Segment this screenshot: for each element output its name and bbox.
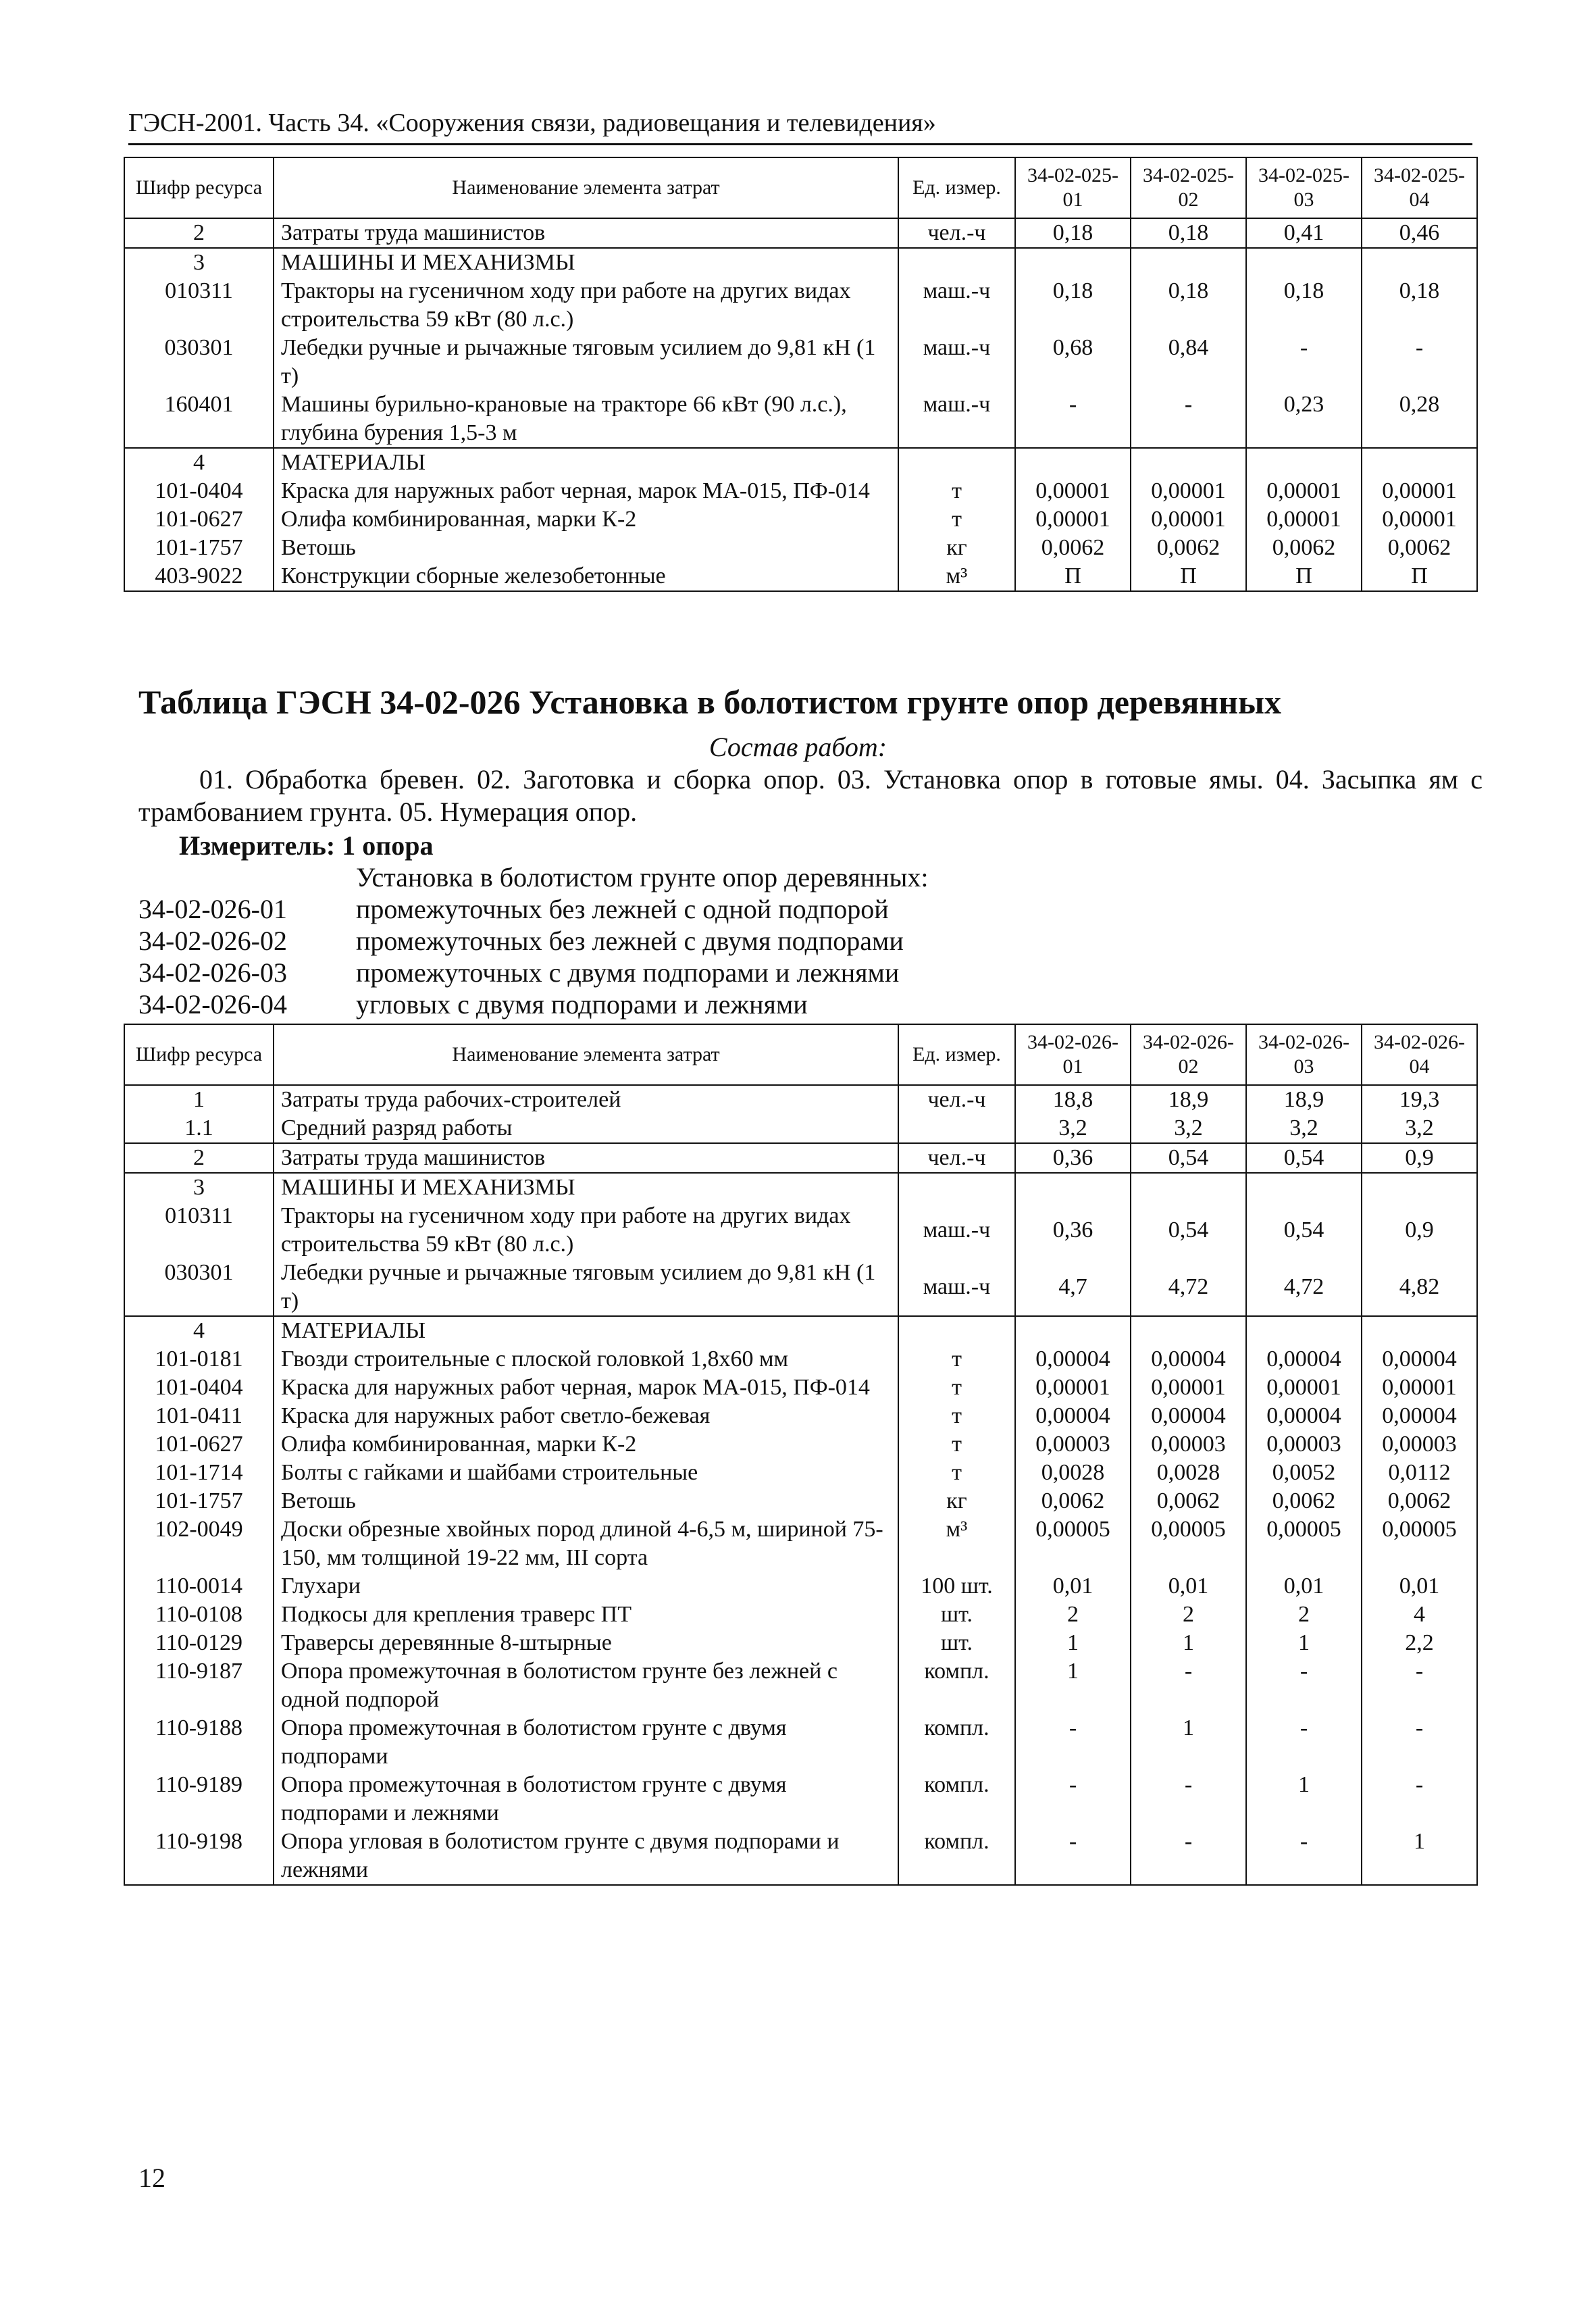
value-cell (1246, 248, 1362, 277)
resource-code-cell: 3 (124, 248, 274, 277)
resource-code-cell: 101-1757 (124, 534, 274, 562)
unit-cell: чел.-ч (898, 1085, 1015, 1114)
unit-cell: т (898, 477, 1015, 505)
value-cell: 2 (1015, 1601, 1131, 1629)
unit-cell: шт. (898, 1629, 1015, 1657)
cost-element-cell: Гвозди строительные с плоской головкой 1,8х60 мм (274, 1345, 898, 1374)
cost-element-cell: Конструкции сборные железобетонные (274, 562, 898, 591)
resource-table-026 (124, 1024, 1478, 1886)
table-row (124, 1629, 1477, 1657)
value-cell: 0,9 (1362, 1143, 1477, 1173)
table-row (124, 1173, 1477, 1202)
value-cell: 0,18 (1246, 277, 1362, 334)
value-cell (1362, 248, 1477, 277)
cost-element-cell: Болты с гайками и шайбами строительные (274, 1459, 898, 1487)
cost-element-cell: МАШИНЫ И МЕХАНИЗМЫ (274, 248, 898, 277)
table-row (124, 277, 1477, 334)
variant-item (138, 988, 808, 1020)
resource-code-cell: 110-9187 (124, 1657, 274, 1714)
value-cell: 0,0062 (1362, 1487, 1477, 1515)
value-cell: 0,0062 (1015, 534, 1131, 562)
value-cell: 0,9 (1362, 1202, 1477, 1259)
value-cell: - (1362, 1771, 1477, 1828)
value-cell (1015, 1316, 1131, 1345)
value-cell: 2 (1131, 1601, 1246, 1629)
unit-cell: м³ (898, 562, 1015, 591)
variant-text: промежуточных с двумя подпорами и лежнями (356, 957, 900, 988)
value-cell: 0,18 (1131, 218, 1246, 248)
value-cell: 0,00001 (1362, 1374, 1477, 1402)
variant-code: 34-02-026-04 (138, 989, 287, 1020)
resource-code-cell: 2 (124, 1143, 274, 1173)
table-row (124, 391, 1477, 448)
value-cell: П (1362, 562, 1477, 591)
value-cell: 0,00004 (1131, 1345, 1246, 1374)
value-cell: 0,00003 (1131, 1430, 1246, 1459)
unit-cell: м³ (898, 1515, 1015, 1572)
value-cell: 0,01 (1131, 1572, 1246, 1601)
value-cell: 4,82 (1362, 1259, 1477, 1316)
value-cell (1246, 448, 1362, 477)
resource-code-cell: 110-9198 (124, 1828, 274, 1885)
unit-cell (898, 448, 1015, 477)
value-cell: 0,18 (1015, 277, 1131, 334)
value-cell: 0,01 (1246, 1572, 1362, 1601)
resource-code-cell: 110-0108 (124, 1601, 274, 1629)
col-name-header: Наименование элемента затрат (274, 157, 898, 218)
unit-cell: кг (898, 534, 1015, 562)
value-cell: 0,00003 (1246, 1430, 1362, 1459)
col-unit-header: Ед. измер. (898, 1024, 1015, 1085)
resource-code-cell: 110-9189 (124, 1771, 274, 1828)
col-code-header: Шифр ресурса (124, 1024, 274, 1085)
value-cell: 4 (1362, 1601, 1477, 1629)
value-cell: 1 (1362, 1828, 1477, 1885)
value-cell: 4,7 (1015, 1259, 1131, 1316)
table-row (124, 1459, 1477, 1487)
work-composition-text: 01. Обработка бревен. 02. Заготовка и сборка опор. 03. Установка опор в готовые ямы. 04. Засыпка ям с трамбованием грунта. 05. Нумерация опор. (138, 764, 1483, 827)
unit-cell: т (898, 1459, 1015, 1487)
resource-code-cell: 101-0181 (124, 1345, 274, 1374)
resource-code-cell: 2 (124, 218, 274, 248)
resource-code-cell: 102-0049 (124, 1515, 274, 1572)
resource-code-cell: 101-0404 (124, 477, 274, 505)
value-cell: 0,36 (1015, 1143, 1131, 1173)
cost-element-cell: Затраты труда машинистов (274, 218, 898, 248)
cost-element-cell: Средний разряд работы (274, 1114, 898, 1143)
value-cell: - (1246, 1714, 1362, 1771)
value-cell: 0,0062 (1246, 1487, 1362, 1515)
table-row (124, 1714, 1477, 1771)
value-cell: 3,2 (1362, 1114, 1477, 1143)
cost-element-cell: Опора промежуточная в болотистом грунте с двумя подпорами (274, 1714, 898, 1771)
cost-element-cell: МАТЕРИАЛЫ (274, 448, 898, 477)
table-row (124, 1657, 1477, 1714)
table-row (124, 1114, 1477, 1143)
table-row (124, 1771, 1477, 1828)
unit-cell: компл. (898, 1771, 1015, 1828)
resource-code-cell: 110-0014 (124, 1572, 274, 1601)
value-cell: 0,0062 (1246, 534, 1362, 562)
value-cell (1015, 248, 1131, 277)
table-row (124, 334, 1477, 391)
variant-code: 34-02-026-01 (138, 894, 287, 924)
unit-cell: маш.-ч (898, 391, 1015, 448)
table-header-row (124, 157, 1477, 218)
table-row (124, 505, 1477, 534)
cost-element-cell: Ветошь (274, 1487, 898, 1515)
value-cell (1131, 1173, 1246, 1202)
value-cell: 0,00005 (1362, 1515, 1477, 1572)
table-row (124, 1259, 1477, 1316)
value-cell (1015, 1173, 1131, 1202)
table-row (124, 562, 1477, 591)
value-cell: 0,41 (1246, 218, 1362, 248)
value-cell: 0,18 (1362, 277, 1477, 334)
value-cell: 1 (1131, 1714, 1246, 1771)
value-cell: 1 (1246, 1629, 1362, 1657)
value-cell: 2,2 (1362, 1629, 1477, 1657)
value-cell (1131, 248, 1246, 277)
unit-cell: т (898, 1374, 1015, 1402)
value-cell (1015, 448, 1131, 477)
value-cell: 1 (1246, 1771, 1362, 1828)
unit-cell (898, 1316, 1015, 1345)
value-cell: 0,00005 (1246, 1515, 1362, 1572)
value-cell: 0,00004 (1362, 1345, 1477, 1374)
cost-element-cell: Краска для наружных работ черная, марок МА-015, ПФ-014 (274, 477, 898, 505)
value-cell: П (1131, 562, 1246, 591)
variant-text: промежуточных без лежней с одной подпорой (356, 894, 889, 924)
value-cell: - (1131, 391, 1246, 448)
value-cell: 3,2 (1015, 1114, 1131, 1143)
value-cell: 0,54 (1131, 1143, 1246, 1173)
value-cell: 0,0062 (1131, 1487, 1246, 1515)
table-row (124, 1402, 1477, 1430)
variant-item (138, 893, 889, 925)
value-cell: 0,28 (1362, 391, 1477, 448)
value-cell: 0,00001 (1015, 1374, 1131, 1402)
value-cell (1246, 1173, 1362, 1202)
resource-code-cell: 101-0627 (124, 1430, 274, 1459)
value-cell: - (1131, 1771, 1246, 1828)
value-cell: 0,0062 (1362, 534, 1477, 562)
value-cell: - (1015, 1828, 1131, 1885)
value-cell: 0,0028 (1131, 1459, 1246, 1487)
value-cell: 0,00005 (1131, 1515, 1246, 1572)
value-cell: 0,00004 (1362, 1402, 1477, 1430)
unit-cell (898, 1173, 1015, 1202)
table-row (124, 1828, 1477, 1885)
value-cell: - (1015, 1771, 1131, 1828)
value-cell (1362, 1316, 1477, 1345)
col-value-header: 34-02-025-04 (1362, 157, 1477, 218)
unit-cell: чел.-ч (898, 218, 1015, 248)
value-cell: 0,0112 (1362, 1459, 1477, 1487)
value-cell: - (1015, 1714, 1131, 1771)
table-row (124, 248, 1477, 277)
resource-code-cell: 110-9188 (124, 1714, 274, 1771)
cost-element-cell: Тракторы на гусеничном ходу при работе на других видах строительства 59 кВт (80 л.с.) (274, 277, 898, 334)
value-cell: - (1246, 334, 1362, 391)
page-number: 12 (138, 2163, 165, 2193)
value-cell: 0,54 (1246, 1143, 1362, 1173)
resource-code-cell: 101-1757 (124, 1487, 274, 1515)
value-cell: 1 (1015, 1629, 1131, 1657)
col-unit-header: Ед. измер. (898, 157, 1015, 218)
cost-element-cell: МАТЕРИАЛЫ (274, 1316, 898, 1345)
resource-table-025 (124, 157, 1478, 592)
value-cell: - (1015, 391, 1131, 448)
unit-cell: 100 шт. (898, 1572, 1015, 1601)
unit-cell: т (898, 1430, 1015, 1459)
value-cell: 0,00001 (1246, 477, 1362, 505)
value-cell (1131, 1316, 1246, 1345)
table-row (124, 1202, 1477, 1259)
cost-element-cell: Машины бурильно-крановые на тракторе 66 кВт (90 л.с.), глубина бурения 1,5-3 м (274, 391, 898, 448)
value-cell (1362, 448, 1477, 477)
unit-cell (898, 1114, 1015, 1143)
value-cell: 0,54 (1131, 1202, 1246, 1259)
resource-code-cell: 160401 (124, 391, 274, 448)
value-cell: - (1131, 1828, 1246, 1885)
value-cell: - (1362, 1657, 1477, 1714)
table-row (124, 477, 1477, 505)
unit-cell: чел.-ч (898, 1143, 1015, 1173)
value-cell: - (1362, 1714, 1477, 1771)
variant-text: угловых с двумя подпорами и лежнями (356, 989, 808, 1020)
value-cell: 0,00003 (1015, 1430, 1131, 1459)
variant-item (138, 925, 904, 957)
resource-code-cell: 4 (124, 1316, 274, 1345)
resource-code-cell: 403-9022 (124, 562, 274, 591)
value-cell: 0,00003 (1362, 1430, 1477, 1459)
resource-code-cell: 3 (124, 1173, 274, 1202)
unit-cell: маш.-ч (898, 277, 1015, 334)
table-row (124, 1572, 1477, 1601)
value-cell: 0,0052 (1246, 1459, 1362, 1487)
cost-element-cell: Лебедки ручные и рычажные тяговым усилием до 9,81 кН (1 т) (274, 1259, 898, 1316)
value-cell: 0,18 (1131, 277, 1246, 334)
resource-code-cell: 101-1714 (124, 1459, 274, 1487)
value-cell: 0,46 (1362, 218, 1477, 248)
table-row (124, 1515, 1477, 1572)
value-cell: - (1131, 1657, 1246, 1714)
value-cell: 0,23 (1246, 391, 1362, 448)
value-cell: 0,00001 (1131, 505, 1246, 534)
value-cell: 1 (1015, 1657, 1131, 1714)
cost-element-cell: Олифа комбинированная, марки К-2 (274, 1430, 898, 1459)
resource-code-cell: 010311 (124, 277, 274, 334)
value-cell: П (1246, 562, 1362, 591)
value-cell: 0,68 (1015, 334, 1131, 391)
value-cell: 0,00001 (1131, 477, 1246, 505)
variant-code: 34-02-026-02 (138, 926, 287, 956)
resource-code-cell: 1 (124, 1085, 274, 1114)
value-cell: 0,01 (1362, 1572, 1477, 1601)
value-cell: 0,00005 (1015, 1515, 1131, 1572)
value-cell: - (1362, 334, 1477, 391)
value-cell: 0,0028 (1015, 1459, 1131, 1487)
value-cell (1246, 1316, 1362, 1345)
value-cell: 1 (1131, 1629, 1246, 1657)
value-cell: 0,00001 (1246, 1374, 1362, 1402)
value-cell: 0,00001 (1015, 505, 1131, 534)
variant-text: промежуточных без лежней с двумя подпорами (356, 926, 904, 956)
unit-cell: т (898, 1345, 1015, 1374)
value-cell: 0,00001 (1362, 477, 1477, 505)
table-row (124, 1085, 1477, 1114)
value-cell: 0,00001 (1015, 477, 1131, 505)
value-cell: 4,72 (1246, 1259, 1362, 1316)
value-cell: 0,00004 (1246, 1402, 1362, 1430)
cost-element-cell: Олифа комбинированная, марки К-2 (274, 505, 898, 534)
col-value-header: 34-02-026-02 (1131, 1024, 1246, 1085)
col-value-header: 34-02-025-01 (1015, 157, 1131, 218)
value-cell: 3,2 (1131, 1114, 1246, 1143)
unit-cell: маш.-ч (898, 1202, 1015, 1259)
col-code-header: Шифр ресурса (124, 157, 274, 218)
value-cell: 0,00001 (1246, 505, 1362, 534)
cost-element-cell: Краска для наружных работ светло-бежевая (274, 1402, 898, 1430)
cost-element-cell: Затраты труда рабочих-строителей (274, 1085, 898, 1114)
value-cell (1131, 448, 1246, 477)
cost-element-cell: Ветошь (274, 534, 898, 562)
value-cell: 2 (1246, 1601, 1362, 1629)
table-row (124, 448, 1477, 477)
cost-element-cell: Подкосы для крепления траверс ПТ (274, 1601, 898, 1629)
work-composition-title: Состав работ: (709, 732, 887, 762)
table-row (124, 534, 1477, 562)
value-cell: - (1246, 1657, 1362, 1714)
value-cell: 0,01 (1015, 1572, 1131, 1601)
resource-code-cell: 101-0404 (124, 1374, 274, 1402)
value-cell: 0,00001 (1131, 1374, 1246, 1402)
value-cell: 0,0062 (1131, 534, 1246, 562)
unit-cell: маш.-ч (898, 334, 1015, 391)
unit-cell: маш.-ч (898, 1259, 1015, 1316)
table-row (124, 1374, 1477, 1402)
unit-cell (898, 248, 1015, 277)
resource-code-cell: 030301 (124, 1259, 274, 1316)
value-cell: 18,8 (1015, 1085, 1131, 1114)
col-value-header: 34-02-026-03 (1246, 1024, 1362, 1085)
value-cell: 19,3 (1362, 1085, 1477, 1114)
value-cell: 0,00004 (1015, 1345, 1131, 1374)
page-header: ГЭСН-2001. Часть 34. «Сооружения связи, радиовещания и телевидения» (128, 108, 1472, 145)
variant-item (138, 957, 899, 988)
value-cell: 0,00004 (1246, 1345, 1362, 1374)
value-cell: 18,9 (1131, 1085, 1246, 1114)
cost-element-cell: Траверсы деревянные 8-штырные (274, 1629, 898, 1657)
unit-cell: компл. (898, 1657, 1015, 1714)
cost-element-cell: МАШИНЫ И МЕХАНИЗМЫ (274, 1173, 898, 1202)
cost-element-cell: Лебедки ручные и рычажные тяговым усилием до 9,81 кН (1 т) (274, 334, 898, 391)
value-cell: - (1246, 1828, 1362, 1885)
cost-element-cell: Доски обрезные хвойных пород длиной 4-6,5 м, шириной 75-150, мм толщиной 19-22 мм, III сорта (274, 1515, 898, 1572)
cost-element-cell: Тракторы на гусеничном ходу при работе на других видах строительства 59 кВт (80 л.с.) (274, 1202, 898, 1259)
value-cell: 3,2 (1246, 1114, 1362, 1143)
value-cell: 0,00004 (1131, 1402, 1246, 1430)
value-cell: 0,54 (1246, 1202, 1362, 1259)
value-cell: 0,0062 (1015, 1487, 1131, 1515)
table-row (124, 1345, 1477, 1374)
table-row (124, 1601, 1477, 1629)
table-row (124, 1143, 1477, 1173)
value-cell: 0,36 (1015, 1202, 1131, 1259)
col-value-header: 34-02-025-02 (1131, 157, 1246, 218)
cost-element-cell: Краска для наружных работ черная, марок МА-015, ПФ-014 (274, 1374, 898, 1402)
value-cell: 18,9 (1246, 1085, 1362, 1114)
unit-cell: компл. (898, 1714, 1015, 1771)
cost-element-cell: Затраты труда машинистов (274, 1143, 898, 1173)
value-cell: 4,72 (1131, 1259, 1246, 1316)
cost-element-cell: Опора промежуточная в болотистом грунте с двумя подпорами и лежнями (274, 1771, 898, 1828)
value-cell: 0,00001 (1362, 505, 1477, 534)
unit-cell: кг (898, 1487, 1015, 1515)
resource-code-cell: 1.1 (124, 1114, 274, 1143)
resource-code-cell: 010311 (124, 1202, 274, 1259)
cost-element-cell: Опора промежуточная в болотистом грунте без лежней с одной подпорой (274, 1657, 898, 1714)
table-row (124, 1430, 1477, 1459)
variant-code: 34-02-026-03 (138, 957, 287, 988)
unit-cell: т (898, 1402, 1015, 1430)
cost-element-cell: Опора угловая в болотистом грунте с двумя подпорами и лежнями (274, 1828, 898, 1885)
section-title: Таблица ГЭСН 34-02-026 Установка в болотистом грунте опор деревянных (138, 683, 1282, 721)
resource-code-cell: 101-0627 (124, 505, 274, 534)
table-header-row (124, 1024, 1477, 1085)
table-row (124, 1316, 1477, 1345)
resource-code-cell: 030301 (124, 334, 274, 391)
col-value-header: 34-02-026-04 (1362, 1024, 1477, 1085)
col-name-header: Наименование элемента затрат (274, 1024, 898, 1085)
unit-cell: т (898, 505, 1015, 534)
value-cell: 0,84 (1131, 334, 1246, 391)
value-cell: 0,18 (1015, 218, 1131, 248)
resource-code-cell: 110-0129 (124, 1629, 274, 1657)
table-row (124, 218, 1477, 248)
col-value-header: 34-02-026-01 (1015, 1024, 1131, 1085)
value-cell (1362, 1173, 1477, 1202)
unit-cell: компл. (898, 1828, 1015, 1885)
col-value-header: 34-02-025-03 (1246, 157, 1362, 218)
value-cell: 0,00004 (1015, 1402, 1131, 1430)
resource-code-cell: 101-0411 (124, 1402, 274, 1430)
unit-cell: шт. (898, 1601, 1015, 1629)
table-row (124, 1487, 1477, 1515)
variants-heading: Установка в болотистом грунте опор деревянных: (356, 862, 929, 892)
cost-element-cell: Глухари (274, 1572, 898, 1601)
measure-unit: Измеритель: 1 опора (179, 830, 434, 861)
value-cell: П (1015, 562, 1131, 591)
resource-code-cell: 4 (124, 448, 274, 477)
